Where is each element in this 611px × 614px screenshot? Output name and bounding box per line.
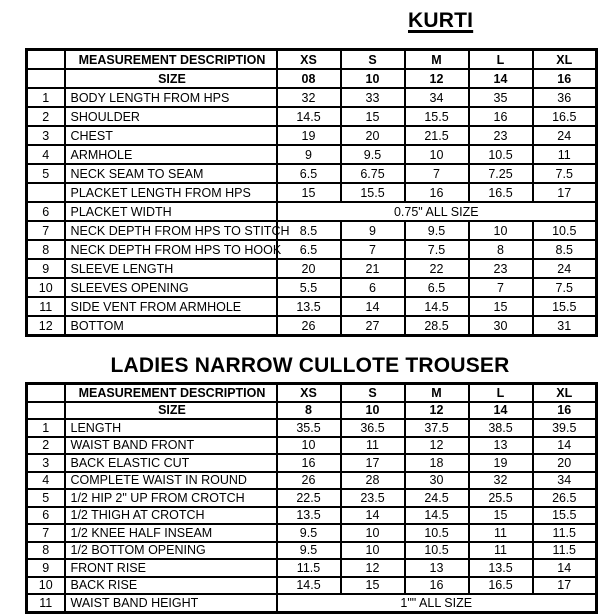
measurement-value: 27	[341, 316, 405, 336]
measurement-row	[27, 88, 597, 107]
measurement-value: 14.5	[405, 507, 469, 525]
measurement-value: 31	[533, 316, 597, 336]
measurement-value: 13.5	[277, 507, 341, 525]
measurement-row	[27, 577, 597, 595]
measurement-value: 15	[341, 577, 405, 595]
size-column-header: M	[405, 50, 469, 70]
measurement-value: 11	[533, 145, 597, 164]
measurement-value: 20	[341, 126, 405, 145]
measurement-value: 7.5	[533, 164, 597, 183]
size-row-corner-cell	[27, 402, 65, 420]
measurement-value: 23	[469, 259, 533, 278]
measurement-value: 15	[341, 107, 405, 126]
measurement-description: SLEEVE LENGTH	[65, 259, 277, 278]
trouser-size-table	[25, 382, 598, 614]
measurement-value: 39.5	[533, 419, 597, 437]
row-number: 5	[27, 489, 65, 507]
measurement-value: 10	[405, 145, 469, 164]
measurement-description: 1/2 KNEE HALF INSEAM	[65, 524, 277, 542]
size-column-header: L	[469, 50, 533, 70]
measurement-value: 25.5	[469, 489, 533, 507]
measurement-row	[27, 542, 597, 560]
row-number: 10	[27, 278, 65, 297]
measurement-value: 10.5	[405, 542, 469, 560]
all-size-merged-value: 1"" ALL SIZE	[277, 594, 597, 612]
measurement-value: 11.5	[533, 542, 597, 560]
row-number: 3	[27, 454, 65, 472]
measurement-value: 13.5	[469, 559, 533, 577]
measurement-value: 14	[533, 559, 597, 577]
measurement-row	[27, 524, 597, 542]
header-row	[27, 384, 597, 402]
measurement-value: 26.5	[533, 489, 597, 507]
measurement-row	[27, 145, 597, 164]
measurement-value: 11.5	[533, 524, 597, 542]
measurement-description-header: MEASUREMENT DESCRIPTION	[65, 384, 277, 402]
measurement-description-header: MEASUREMENT DESCRIPTION	[65, 50, 277, 70]
row-number: 7	[27, 524, 65, 542]
measurement-value: 16	[277, 454, 341, 472]
measurement-value: 15.5	[533, 297, 597, 316]
row-number: 4	[27, 145, 65, 164]
measurement-value: 6	[341, 278, 405, 297]
row-number: 5	[27, 164, 65, 183]
measurement-row	[27, 559, 597, 577]
size-number: 8	[277, 402, 341, 420]
size-column-header: XL	[533, 50, 597, 70]
size-column-header: XS	[277, 50, 341, 70]
row-number	[27, 183, 65, 202]
measurement-value: 28	[341, 472, 405, 490]
measurement-value: 15	[469, 507, 533, 525]
measurement-value: 15	[469, 297, 533, 316]
row-number: 4	[27, 472, 65, 490]
measurement-value: 14	[341, 507, 405, 525]
row-number: 6	[27, 202, 65, 221]
measurement-value: 21	[341, 259, 405, 278]
measurement-description: LENGTH	[65, 419, 277, 437]
measurement-value: 12	[405, 437, 469, 455]
size-column-header: L	[469, 384, 533, 402]
measurement-description: BACK ELASTIC CUT	[65, 454, 277, 472]
measurement-description: WAIST BAND HEIGHT	[65, 594, 277, 612]
measurement-value: 6.5	[277, 164, 341, 183]
measurement-value: 16.5	[533, 107, 597, 126]
trouser-title: LADIES NARROW CULLOTE TROUSER	[110, 354, 510, 377]
row-number: 10	[27, 577, 65, 595]
measurement-row	[27, 126, 597, 145]
row-number: 3	[27, 126, 65, 145]
measurement-row	[27, 507, 597, 525]
header-row	[27, 50, 597, 70]
measurement-description: ARMHOLE	[65, 145, 277, 164]
size-column-header: S	[341, 384, 405, 402]
measurement-value: 20	[533, 454, 597, 472]
measurement-value: 35.5	[277, 419, 341, 437]
row-number: 9	[27, 559, 65, 577]
measurement-value: 11	[341, 437, 405, 455]
measurement-value: 11	[469, 524, 533, 542]
size-column-header: S	[341, 50, 405, 70]
measurement-description: NECK SEAM TO SEAM	[65, 164, 277, 183]
measurement-value: 34	[405, 88, 469, 107]
all-size-merged-value: 0.75" ALL SIZE	[277, 202, 597, 221]
size-row	[27, 402, 597, 420]
measurement-row	[27, 202, 597, 221]
measurement-value: 10	[341, 542, 405, 560]
measurement-value: 35	[469, 88, 533, 107]
measurement-value: 19	[469, 454, 533, 472]
measurement-value: 5.5	[277, 278, 341, 297]
measurement-value: 9.5	[277, 542, 341, 560]
measurement-value: 11.5	[277, 559, 341, 577]
measurement-description: SLEEVES OPENING	[65, 278, 277, 297]
measurement-value: 15.5	[533, 507, 597, 525]
measurement-description: BACK RISE	[65, 577, 277, 595]
row-number: 11	[27, 297, 65, 316]
measurement-value: 19	[277, 126, 341, 145]
measurement-value: 26	[277, 316, 341, 336]
measurement-description: FRONT RISE	[65, 559, 277, 577]
measurement-value: 15.5	[405, 107, 469, 126]
row-number: 11	[27, 594, 65, 612]
size-number: 14	[469, 402, 533, 420]
measurement-value: 28.5	[405, 316, 469, 336]
measurement-value: 37.5	[405, 419, 469, 437]
size-number: 16	[533, 402, 597, 420]
measurement-description: PLACKET LENGTH FROM HPS	[65, 183, 277, 202]
measurement-value: 11	[469, 542, 533, 560]
measurement-value: 24	[533, 126, 597, 145]
measurement-value: 9.5	[277, 524, 341, 542]
measurement-row	[27, 259, 597, 278]
measurement-value: 7	[469, 278, 533, 297]
measurement-value: 17	[533, 577, 597, 595]
measurement-value: 18	[405, 454, 469, 472]
size-column-header: M	[405, 384, 469, 402]
measurement-value: 7.5	[533, 278, 597, 297]
measurement-row	[27, 297, 597, 316]
measurement-row	[27, 316, 597, 336]
measurement-value: 7.25	[469, 164, 533, 183]
measurement-value: 30	[405, 472, 469, 490]
measurement-description: CHEST	[65, 126, 277, 145]
measurement-description: BODY LENGTH FROM HPS	[65, 88, 277, 107]
measurement-description: NECK DEPTH FROM HPS TO HOOK	[65, 240, 277, 259]
measurement-value: 20	[277, 259, 341, 278]
measurement-value: 32	[469, 472, 533, 490]
measurement-value: 16.5	[469, 577, 533, 595]
size-number: 12	[405, 69, 469, 88]
measurement-value: 16.5	[469, 183, 533, 202]
measurement-value: 6.75	[341, 164, 405, 183]
measurement-row	[27, 594, 597, 612]
measurement-value: 24.5	[405, 489, 469, 507]
measurement-row	[27, 278, 597, 297]
measurement-value: 6.5	[405, 278, 469, 297]
row-number: 6	[27, 507, 65, 525]
kurti-size-table	[25, 48, 598, 337]
kurti-title	[408, 8, 611, 33]
measurement-description: SIDE VENT FROM ARMHOLE	[65, 297, 277, 316]
measurement-description: 1/2 THIGH AT CROTCH	[65, 507, 277, 525]
row-number: 12	[27, 316, 65, 336]
measurement-value: 15.5	[341, 183, 405, 202]
measurement-value: 10	[341, 524, 405, 542]
measurement-value: 14.5	[277, 107, 341, 126]
measurement-value: 17	[341, 454, 405, 472]
size-number: 10	[341, 402, 405, 420]
measurement-value: 14.5	[405, 297, 469, 316]
measurement-description: COMPLETE WAIST IN ROUND	[65, 472, 277, 490]
size-column-header: XS	[277, 384, 341, 402]
measurement-value: 7.5	[405, 240, 469, 259]
size-number: 08	[277, 69, 341, 88]
measurement-value: 10.5	[405, 524, 469, 542]
size-number: 10	[341, 69, 405, 88]
measurement-value: 9.5	[341, 145, 405, 164]
measurement-description: NECK DEPTH FROM HPS TO STITCH	[65, 221, 277, 240]
measurement-value: 6.5	[277, 240, 341, 259]
measurement-value: 17	[533, 183, 597, 202]
size-chart-document	[0, 8, 611, 610]
measurement-value: 36.5	[341, 419, 405, 437]
measurement-value: 15	[277, 183, 341, 202]
measurement-value: 22.5	[277, 489, 341, 507]
measurement-value: 30	[469, 316, 533, 336]
size-row-label: SIZE	[65, 402, 277, 420]
measurement-value: 14	[341, 297, 405, 316]
row-number: 1	[27, 419, 65, 437]
measurement-description: WAIST BAND FRONT	[65, 437, 277, 455]
measurement-row	[27, 240, 597, 259]
measurement-row	[27, 489, 597, 507]
row-number: 2	[27, 107, 65, 126]
measurement-value: 32	[277, 88, 341, 107]
size-column-header: XL	[533, 384, 597, 402]
row-number: 2	[27, 437, 65, 455]
measurement-value: 22	[405, 259, 469, 278]
size-number: 16	[533, 69, 597, 88]
measurement-row	[27, 107, 597, 126]
measurement-value: 36	[533, 88, 597, 107]
measurement-description: BOTTOM	[65, 316, 277, 336]
measurement-value: 10.5	[533, 221, 597, 240]
row-number: 8	[27, 240, 65, 259]
size-row-label: SIZE	[65, 69, 277, 88]
measurement-description: SHOULDER	[65, 107, 277, 126]
measurement-row	[27, 164, 597, 183]
measurement-value: 13	[405, 559, 469, 577]
measurement-value: 23	[469, 126, 533, 145]
size-number: 12	[405, 402, 469, 420]
measurement-value: 38.5	[469, 419, 533, 437]
measurement-value: 14	[533, 437, 597, 455]
measurement-value: 9.5	[405, 221, 469, 240]
measurement-value: 8	[469, 240, 533, 259]
measurement-value: 16	[405, 577, 469, 595]
measurement-value: 10	[469, 221, 533, 240]
measurement-value: 16	[405, 183, 469, 202]
row-number: 1	[27, 88, 65, 107]
measurement-value: 12	[341, 559, 405, 577]
measurement-value: 10	[277, 437, 341, 455]
measurement-row	[27, 183, 597, 202]
measurement-description: 1/2 BOTTOM OPENING	[65, 542, 277, 560]
measurement-value: 9	[277, 145, 341, 164]
measurement-value: 26	[277, 472, 341, 490]
corner-cell	[27, 384, 65, 402]
measurement-value: 14.5	[277, 577, 341, 595]
measurement-description: 1/2 HIP 2" UP FROM CROTCH	[65, 489, 277, 507]
measurement-description: PLACKET WIDTH	[65, 202, 277, 221]
row-number: 7	[27, 221, 65, 240]
measurement-value: 8.5	[277, 221, 341, 240]
measurement-row	[27, 437, 597, 455]
measurement-value: 23.5	[341, 489, 405, 507]
measurement-value: 13	[469, 437, 533, 455]
measurement-value: 7	[405, 164, 469, 183]
row-number: 8	[27, 542, 65, 560]
row-number: 9	[27, 259, 65, 278]
measurement-row	[27, 221, 597, 240]
measurement-row	[27, 454, 597, 472]
measurement-value: 34	[533, 472, 597, 490]
measurement-value: 13.5	[277, 297, 341, 316]
corner-cell	[27, 50, 65, 70]
kurti-title-text: KURTI	[408, 9, 474, 32]
measurement-value: 24	[533, 259, 597, 278]
measurement-row	[27, 472, 597, 490]
size-row-corner-cell	[27, 69, 65, 88]
measurement-value: 8.5	[533, 240, 597, 259]
measurement-value: 7	[341, 240, 405, 259]
measurement-value: 16	[469, 107, 533, 126]
measurement-value: 33	[341, 88, 405, 107]
measurement-row	[27, 419, 597, 437]
measurement-value: 21.5	[405, 126, 469, 145]
measurement-value: 9	[341, 221, 405, 240]
size-row	[27, 69, 597, 88]
size-number: 14	[469, 69, 533, 88]
measurement-value: 10.5	[469, 145, 533, 164]
